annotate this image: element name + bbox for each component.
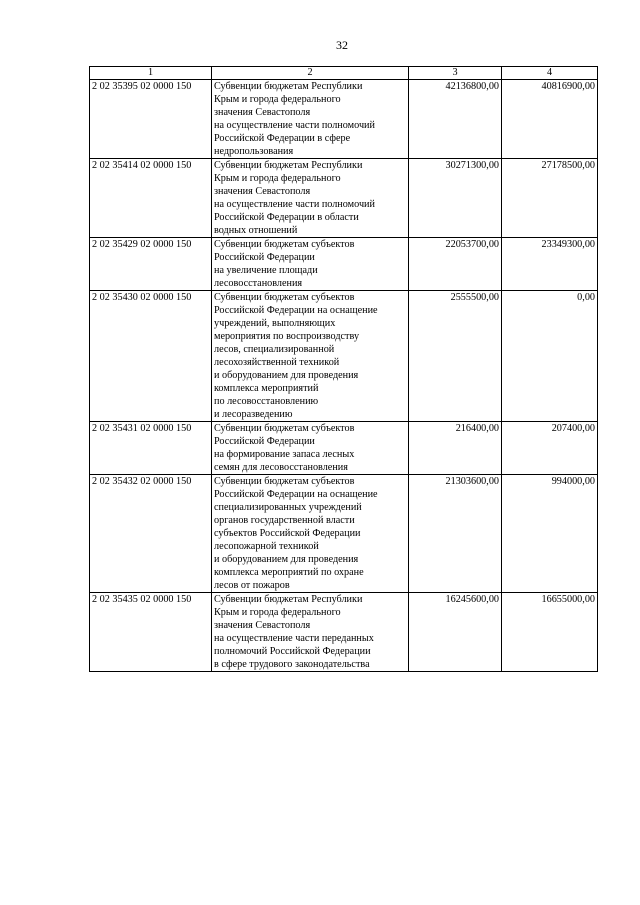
budget-code: 2 02 35414 02 0000 150 — [90, 159, 212, 238]
budget-code: 2 02 35432 02 0000 150 — [90, 475, 212, 593]
description-line: водных отношений — [214, 225, 298, 236]
description-line: на формирование запаса лесных — [214, 449, 355, 460]
amount-1: 22053700,00 — [409, 238, 502, 291]
description-line: на увеличение площади — [214, 265, 318, 276]
description-line: лесов от пожаров — [214, 580, 290, 591]
table-row — [90, 475, 598, 593]
table-row — [90, 80, 598, 159]
description-line: и лесоразведению — [214, 409, 293, 420]
description-cell — [212, 80, 409, 159]
description-line: Субвенции бюджетам субъектов — [214, 476, 355, 487]
description-line: Субвенции бюджетам Республики — [214, 594, 363, 605]
table-header-row — [90, 67, 598, 80]
budget-code: 2 02 35435 02 0000 150 — [90, 593, 212, 672]
budget-code: 2 02 35429 02 0000 150 — [90, 238, 212, 291]
column-header-code: 1 — [90, 67, 212, 80]
amount-2: 207400,00 — [502, 422, 598, 475]
description-line: значения Севастополя — [214, 107, 311, 118]
description-line: Российской Федерации в области — [214, 212, 359, 223]
description-line: мероприятия по воспроизводству — [214, 331, 360, 342]
column-header-description: 2 — [212, 67, 409, 80]
description-cell — [212, 475, 409, 593]
description-line: Российской Федерации — [214, 252, 315, 263]
description-line: на осуществление части полномочий — [214, 199, 375, 210]
column-header-amount-1: 3 — [409, 67, 502, 80]
description-line: по лесовосстановлению — [214, 396, 319, 407]
description-line: специализированных учреждений — [214, 502, 362, 513]
description-line: органов государственной власти — [214, 515, 355, 526]
description-cell — [212, 159, 409, 238]
amount-1: 2555500,00 — [409, 291, 502, 422]
description-line: лесохозяйственной техникой — [214, 357, 340, 368]
amount-1: 216400,00 — [409, 422, 502, 475]
table-body — [90, 80, 598, 672]
description-cell — [212, 593, 409, 672]
description-line: лесов, специализированной — [214, 344, 335, 355]
description-cell — [212, 422, 409, 475]
description-line: на осуществление части переданных — [214, 633, 374, 644]
amount-2: 23349300,00 — [502, 238, 598, 291]
amount-2: 27178500,00 — [502, 159, 598, 238]
amount-2: 16655000,00 — [502, 593, 598, 672]
description-cell — [212, 238, 409, 291]
amount-2: 40816900,00 — [502, 80, 598, 159]
description-line: учреждений, выполняющих — [214, 318, 336, 329]
page-number: 32 — [336, 38, 348, 52]
column-header-amount-2: 4 — [502, 67, 598, 80]
budget-code: 2 02 35395 02 0000 150 — [90, 80, 212, 159]
description-line: и оборудованием для проведения — [214, 370, 359, 381]
description-line: значения Севастополя — [214, 186, 311, 197]
description-line: Российской Федерации — [214, 436, 315, 447]
description-line: и оборудованием для проведения — [214, 554, 359, 565]
amount-2: 0,00 — [502, 291, 598, 422]
description-line: значения Севастополя — [214, 620, 311, 631]
description-line: комплекса мероприятий — [214, 383, 319, 394]
description-line: лесовосстановления — [214, 278, 303, 289]
description-line: Крым и города федерального — [214, 173, 341, 184]
table-row — [90, 238, 598, 291]
description-line: Субвенции бюджетам субъектов — [214, 292, 355, 303]
description-line: Крым и города федерального — [214, 607, 341, 618]
table-row — [90, 159, 598, 238]
description-line: полномочий Российской Федерации — [214, 646, 371, 657]
amount-1: 30271300,00 — [409, 159, 502, 238]
amount-1: 42136800,00 — [409, 80, 502, 159]
description-line: Российской Федерации на оснащение — [214, 489, 378, 500]
description-line: в сфере трудового законодательства — [214, 659, 370, 670]
description-line: Субвенции бюджетам Республики — [214, 81, 363, 92]
budget-code: 2 02 35430 02 0000 150 — [90, 291, 212, 422]
description-line: Субвенции бюджетам Республики — [214, 160, 363, 171]
description-line: лесопожарной техникой — [214, 541, 319, 552]
description-line: субъектов Российской Федерации — [214, 528, 361, 539]
description-line: Субвенции бюджетам субъектов — [214, 239, 355, 250]
description-line: Российской Федерации в сфере — [214, 133, 351, 144]
table-row — [90, 422, 598, 475]
description-line: Субвенции бюджетам субъектов — [214, 423, 355, 434]
amount-1: 21303600,00 — [409, 475, 502, 593]
table-row — [90, 291, 598, 422]
description-cell — [212, 291, 409, 422]
budget-code: 2 02 35431 02 0000 150 — [90, 422, 212, 475]
amount-2: 994000,00 — [502, 475, 598, 593]
table-row — [90, 593, 598, 672]
description-line: на осуществление части полномочий — [214, 120, 375, 131]
description-line: Российской Федерации на оснащение — [214, 305, 378, 316]
description-line: недропользования — [214, 146, 294, 157]
amount-1: 16245600,00 — [409, 593, 502, 672]
description-line: Крым и города федерального — [214, 94, 341, 105]
description-line: комплекса мероприятий по охране — [214, 567, 364, 578]
description-line: семян для лесовосстановления — [214, 462, 348, 473]
budget-table — [89, 66, 598, 672]
